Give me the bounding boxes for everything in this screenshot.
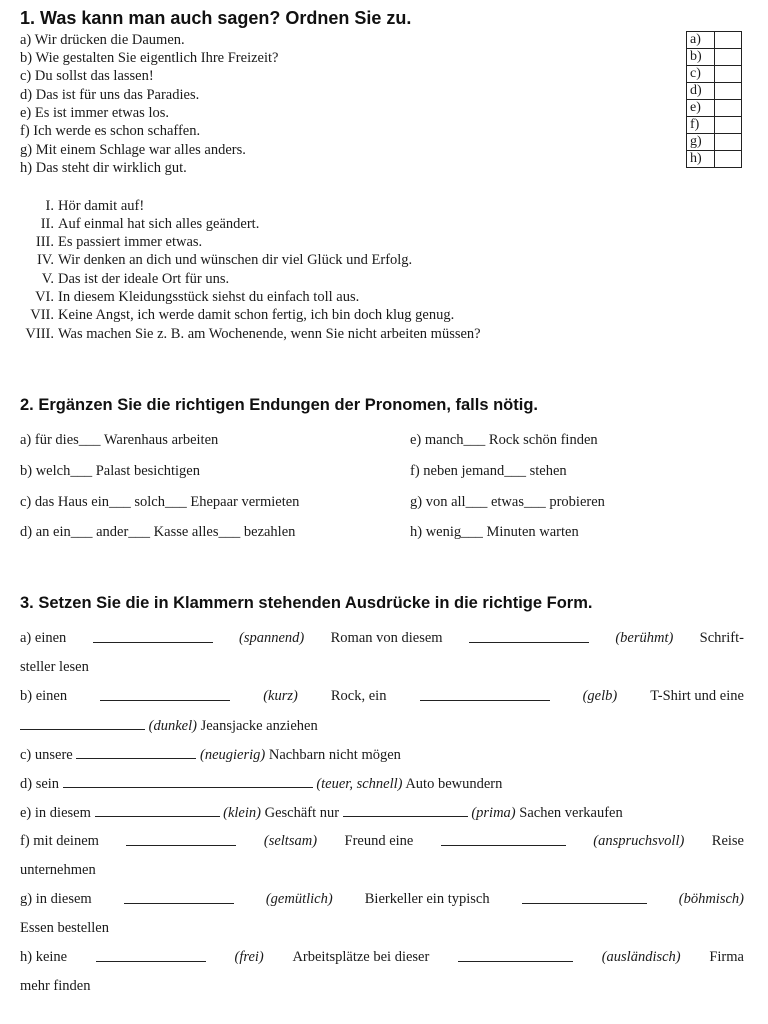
item-letter: f) [20, 123, 30, 139]
s3-item-d [20, 775, 502, 793]
item-letter: e) [20, 105, 32, 121]
s3-hint: (ausländisch) [601, 949, 681, 965]
grid-answer-cell[interactable] [715, 134, 742, 151]
blank-input[interactable] [420, 688, 550, 701]
grid-answer-cell[interactable] [715, 151, 742, 168]
item-text: Das ist für uns das Paradies. [35, 87, 200, 103]
s3-text: Bierkeller ein typisch [364, 891, 490, 907]
grid-label: d) [687, 83, 715, 100]
grid-answer-cell[interactable] [715, 100, 742, 117]
s1-item-a [20, 32, 185, 49]
blank-input[interactable] [441, 833, 566, 846]
blank-input[interactable] [126, 833, 236, 846]
section-1-title: 1. Was kann man auch sagen? Ordnen Sie zu. [20, 8, 412, 28]
s3-hint: (seltsam) [263, 833, 318, 849]
grid-answer-cell[interactable] [715, 66, 742, 83]
s3-item-g [20, 891, 744, 908]
s2-item-g: g) von all___ etwas___ probieren [410, 494, 605, 510]
s3-hint: (neugierig) [199, 747, 266, 763]
s3-text: b) einen [20, 688, 68, 704]
s1-item-e [20, 105, 169, 122]
grid-answer-cell[interactable] [715, 83, 742, 100]
s1-item-h [20, 160, 187, 177]
roman-text: In diesem Kleidungsstück siehst du einfach toll aus. [58, 289, 360, 305]
section-2-title: 2. Ergänzen Sie die richtigen Endungen der Pronomen, falls nötig. [20, 396, 538, 414]
s3-hint: (gemütlich) [265, 891, 333, 907]
roman-numeral: VIII. [25, 326, 54, 342]
s3-text: d) sein [20, 776, 60, 792]
roman-item-3 [20, 234, 202, 251]
s1-item-b [20, 50, 278, 67]
grid-answer-cell[interactable] [715, 32, 742, 49]
roman-item-7 [20, 307, 454, 324]
item-letter: b) [20, 50, 33, 66]
s1-item-c [20, 68, 154, 85]
s3-item-c [20, 746, 401, 764]
blank-input[interactable] [124, 891, 234, 904]
s3-text: Freund eine [344, 833, 414, 849]
roman-item-4 [20, 252, 412, 269]
roman-item-8 [20, 326, 481, 343]
s3-hint: (prima) [471, 805, 516, 821]
s3-text: Jeansjacke anziehen [200, 718, 318, 734]
item-letter: a) [20, 32, 32, 48]
roman-text: Das ist der ideale Ort für uns. [58, 271, 230, 287]
s3-text: f) mit deinem [20, 833, 99, 849]
roman-numeral: II. [40, 216, 54, 232]
s3-item-h [20, 949, 744, 966]
s2-item-e: e) manch___ Rock schön finden [410, 432, 598, 448]
s3-text: Schrift- [699, 630, 744, 646]
grid-label: g) [687, 134, 715, 151]
s2-item-f: f) neben jemand___ stehen [410, 463, 567, 479]
roman-item-5 [20, 271, 229, 288]
roman-text: Es passiert immer etwas. [58, 234, 203, 250]
roman-numeral: IV. [36, 252, 54, 268]
s3-text: Reise [711, 833, 744, 849]
blank-input[interactable] [93, 630, 213, 643]
s2-item-a: a) für dies___ Warenhaus arbeiten [20, 432, 219, 448]
s2-item-c: c) das Haus ein___ solch___ Ehepaar vermieten [20, 494, 300, 510]
s3-text: e) in diesem [20, 805, 91, 821]
item-letter: g) [20, 142, 33, 158]
blank-input[interactable] [63, 775, 313, 788]
blank-input[interactable] [20, 717, 145, 730]
s2-item-b: b) welch___ Palast besichtigen [20, 463, 200, 479]
s3-text: Nachbarn nicht mögen [268, 747, 401, 763]
s3-item-b-cont [20, 717, 318, 735]
item-letter: d) [20, 87, 33, 103]
blank-input[interactable] [96, 949, 206, 962]
item-text: Es ist immer etwas los. [34, 105, 170, 121]
s3-text: Geschäft nur [264, 805, 340, 821]
s3-text: Rock, ein [330, 688, 387, 704]
s3-text: c) unsere [20, 747, 73, 763]
s3-text: Firma [709, 949, 744, 965]
roman-item-6 [20, 289, 359, 306]
item-text: Ich werde es schon schaffen. [33, 123, 201, 139]
s3-hint: (teuer, schnell) [316, 776, 403, 792]
s3-hint: (dunkel) [148, 718, 197, 734]
item-text: Mit einem Schlage war alles anders. [35, 142, 246, 158]
s3-item-f-cont: unternehmen [20, 862, 96, 878]
answer-grid [686, 31, 742, 168]
s3-text: Arbeitsplätze bei dieser [292, 949, 430, 965]
s1-item-f [20, 123, 200, 140]
blank-input[interactable] [522, 891, 647, 904]
s1-item-d [20, 87, 199, 104]
grid-label: a) [687, 32, 715, 49]
s3-item-e [20, 804, 623, 822]
roman-numeral: VII. [30, 307, 54, 323]
s1-item-g [20, 142, 246, 159]
blank-input[interactable] [458, 949, 573, 962]
roman-numeral: III. [35, 234, 54, 250]
s3-hint: (böhmisch) [678, 891, 744, 907]
grid-answer-cell[interactable] [715, 117, 742, 134]
item-text: Wie gestalten Sie eigentlich Ihre Freizeit? [35, 50, 279, 66]
grid-label: h) [687, 151, 715, 168]
s3-item-f [20, 833, 744, 850]
grid-label: e) [687, 100, 715, 117]
s3-text: g) in diesem [20, 891, 92, 907]
grid-label: b) [687, 49, 715, 66]
roman-numeral: V. [41, 271, 54, 287]
blank-input[interactable] [76, 746, 196, 759]
roman-text: Auf einmal hat sich alles geändert. [58, 216, 260, 232]
s3-text: T-Shirt und eine [650, 688, 744, 704]
blank-input[interactable] [469, 630, 589, 643]
s2-item-d: d) an ein___ ander___ Kasse alles___ bezahlen [20, 524, 296, 540]
s3-text: a) einen [20, 630, 67, 646]
s3-item-g-cont: Essen bestellen [20, 920, 109, 936]
roman-text: Wir denken an dich und wünschen dir viel Glück und Erfolg. [58, 252, 413, 268]
s3-item-a [20, 630, 744, 647]
item-letter: c) [20, 68, 32, 84]
grid-label: c) [687, 66, 715, 83]
item-text: Du sollst das lassen! [34, 68, 154, 84]
s3-hint: (gelb) [582, 688, 618, 704]
s3-hint: (frei) [234, 949, 264, 965]
s3-item-a-cont: steller lesen [20, 659, 89, 675]
grid-answer-cell[interactable] [715, 49, 742, 66]
s3-text: Sachen verkaufen [519, 805, 623, 821]
s3-item-h-cont: mehr finden [20, 978, 91, 994]
roman-text: Hör damit auf! [58, 198, 145, 214]
blank-input[interactable] [100, 688, 230, 701]
s3-hint: (berühmt) [615, 630, 674, 646]
item-text: Das steht dir wirklich gut. [35, 160, 187, 176]
blank-input[interactable] [343, 804, 468, 817]
s3-text: h) keine [20, 949, 68, 965]
section-3-title: 3. Setzen Sie die in Klammern stehenden Ausdrücke in die richtige Form. [20, 594, 593, 612]
roman-numeral: I. [45, 198, 54, 214]
item-text: Wir drücken die Daumen. [34, 32, 185, 48]
roman-text: Keine Angst, ich werde damit schon fertig, ich bin doch klug genug. [58, 307, 455, 323]
grid-label: f) [687, 117, 715, 134]
s3-hint: (spannend) [239, 630, 305, 646]
s2-item-h: h) wenig___ Minuten warten [410, 524, 579, 540]
blank-input[interactable] [95, 804, 220, 817]
item-letter: h) [20, 160, 33, 176]
roman-item-1 [20, 198, 144, 215]
s3-hint: (klein) [223, 805, 261, 821]
s3-hint: (kurz) [263, 688, 298, 704]
s3-text: Auto bewundern [405, 776, 503, 792]
s3-item-b [20, 688, 744, 705]
s3-text: Roman von diesem [330, 630, 443, 646]
s3-hint: (anspruchsvoll) [593, 833, 685, 849]
roman-text: Was machen Sie z. B. am Wochenende, wenn Sie nicht arbeiten müssen? [58, 326, 481, 342]
roman-numeral: VI. [35, 289, 54, 305]
roman-item-2 [20, 216, 259, 233]
